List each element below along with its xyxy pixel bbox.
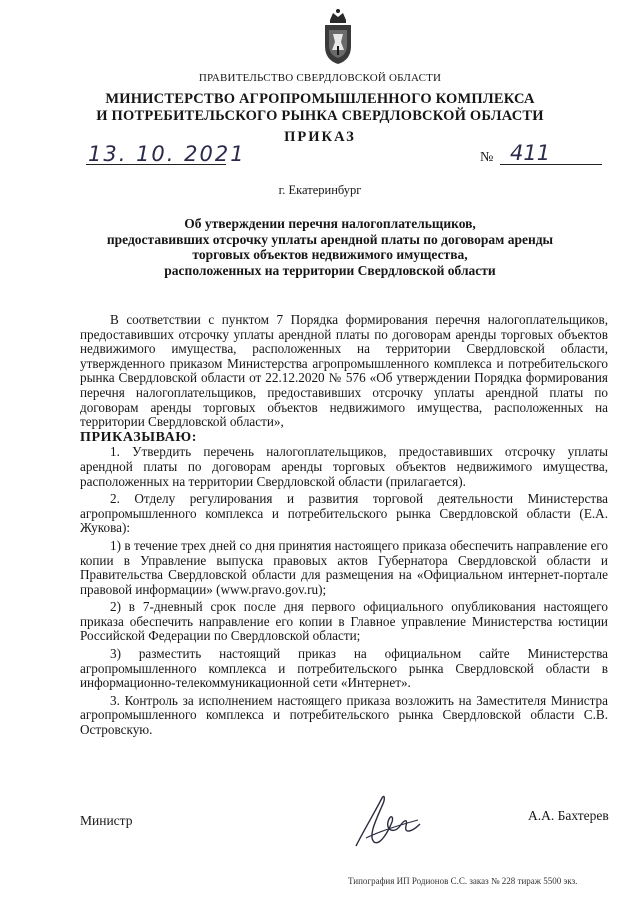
clause-2: 2. Отделу регулирования и развития торговой деятельности Министерства агропромышленного комплекса и потребительского рынка Свердловской области (Е.А. Жукова): xyxy=(80,491,608,536)
heading-line1: Об утверждении перечня налогоплательщиков, xyxy=(184,216,476,231)
clause-1: 1. Утвердить перечень налогоплательщиков, предоставивших отсрочку уплаты арендной платы по договорам аренды торговых объектов недвижимого имущества, расположенных на территории Свердловской области (прилагается). xyxy=(80,444,608,489)
handwritten-signature-icon xyxy=(348,792,428,854)
order-title: ПРИКАЗ xyxy=(284,129,356,145)
preamble-paragraph: В соответствии с пунктом 7 Порядка формирования перечня налогоплательщиков, предоставивших отсрочку уплаты арендной платы по договорам аренды торговых объектов недвижимого имущества, расположенных на территории Свердловской области, утвержденного приказом Министерства агропромышленного комплекса и потребительского рынка Свердловской области от 22.12.2020 № 576 «Об утверждении Порядка формирования перечня налогоплательщиков, предоставивших отсрочку уплаты арендной платы по договорам аренды торговых объектов недвижимого имущества, расположенных на территории Свердловской области», xyxy=(80,312,608,430)
ministry-name xyxy=(0,91,640,125)
heading-line2: предоставивших отсрочку уплаты арендной платы по договорам аренды xyxy=(106,231,554,247)
signatory-title: Министр xyxy=(80,813,133,828)
coat-of-arms-icon xyxy=(320,8,356,66)
clause-2-item-2: 2) в 7-дневный срок после дня первого официального опубликования настоящего приказа обеспечить направление его копии в Главное управление Министерства юстиции Российской Федерации по Свердловской области; xyxy=(80,599,608,644)
ministry-name-line1: МИНИСТЕРСТВО АГРОПРОМЫШЛЕННОГО КОМПЛЕКСА xyxy=(105,91,535,107)
heading-line3: торговых объектов недвижимого имущества, xyxy=(192,247,468,262)
clause-2-item-1: 1) в течение трех дней со дня принятия настоящего приказа обеспечить направление его копии в Управление выпуска правовых актов Губернатора Свердловской области и Правительства Свердловской области для размещения на «Официальном интернет-портале правовой информации» (www.pravo.gov.ru); xyxy=(80,537,608,597)
order-body xyxy=(80,313,608,738)
command-word: ПРИКАЗЫВАЮ: xyxy=(80,429,197,445)
city: г. Екатеринбург xyxy=(278,183,362,197)
clause-2-item-3: 3) разместить настоящий приказ на официальном сайте Министерства агропромышленного комплекса и потребительского рынка Свердловской области в информационно-телекоммуникационной сети «Интернет». xyxy=(80,646,608,691)
government-name: ПРАВИТЕЛЬСТВО СВЕРДЛОВСКОЙ ОБЛАСТИ xyxy=(198,72,442,84)
signatory-name: А.А. Бахтерев xyxy=(528,808,609,823)
ministry-name-line2: И ПОТРЕБИТЕЛЬСКОГО РЫНКА СВЕРДЛОВСКОЙ ОБЛАСТИ xyxy=(96,108,544,124)
order-number: 411 xyxy=(510,141,551,165)
heading-line4: расположенных на территории Свердловской области xyxy=(164,262,496,278)
print-info: Типография ИП Родионов С.С. заказ № 228 тираж 5500 экз. xyxy=(348,876,578,886)
order-heading xyxy=(90,216,570,278)
order-number-label: № xyxy=(480,150,494,165)
clause-3: 3. Контроль за исполнением настоящего приказа возложить на Заместителя Министра агропромышленного комплекса и потребительского рынка Свердловской области С.В. Островскую. xyxy=(80,692,608,738)
order-date: 13. 10. 2021 xyxy=(88,142,246,166)
